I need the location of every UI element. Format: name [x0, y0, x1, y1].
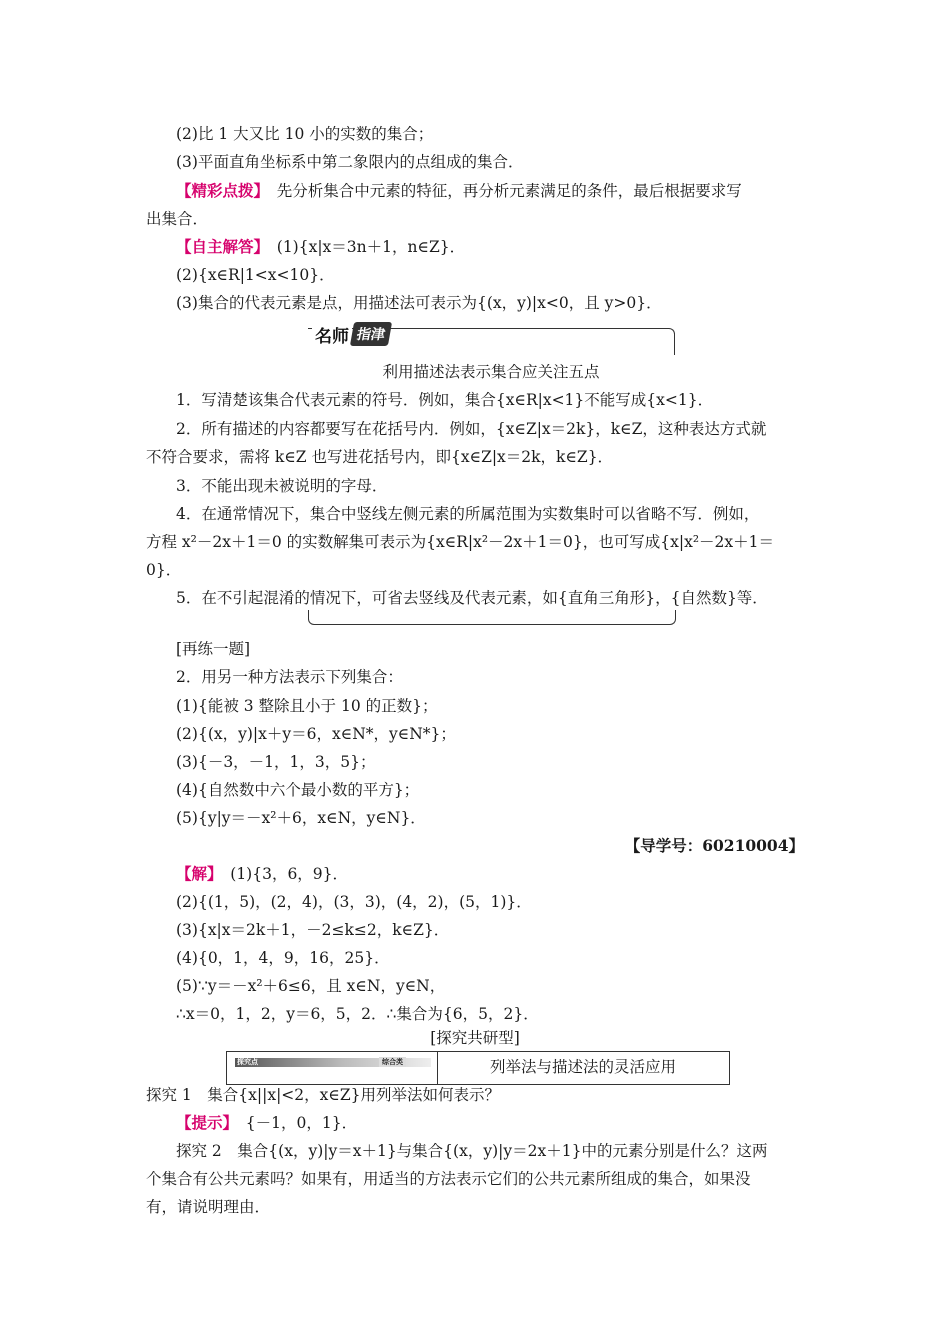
explore-question: 有，请说明理由． [146, 1198, 271, 1216]
practice-item: (2){(x，y)|x＋y＝6，x∈N*，y∈N*}； [176, 725, 456, 743]
banner-title: 列举法与描述法的灵活应用 [489, 1058, 676, 1076]
tip-line: 4．在通常情况下，集合中竖线左侧元素的所属范围为实数集时可以省略不写．例如， [176, 505, 760, 523]
explore-question: 探究 2 集合{(x，y)|y＝x＋1}与集合{(x，y)|y＝2x＋1}中的元素分别是什么？这两 [176, 1142, 768, 1160]
banner-tag-type: 综合类 [379, 1057, 406, 1067]
solution-line [176, 864, 348, 884]
tip-line: 5．在不引起混淆的情况下，可省去竖线及代表元素，如{直角三角形}，{自然数}等． [176, 589, 768, 607]
section-title: [探究共研型] [430, 1029, 520, 1047]
practice-item: (4){自然数中六个最小数的平方}； [176, 781, 420, 799]
practice-item: (1){能被 3 整除且小于 10 的正数}； [176, 697, 438, 715]
zizhu-tag: 【自主解答】 [176, 237, 262, 256]
guide-number: 【导学号：60210004】 [624, 836, 804, 855]
practice-question: 2．用另一种方法表示下列集合： [176, 668, 403, 686]
jingcai-tag: 【精彩点拨】 [176, 181, 262, 200]
text-line: (2)比 1 大又比 10 小的实数的集合； [176, 125, 434, 143]
text-line: (3)平面直角坐标系中第二象限内的点组成的集合． [176, 153, 524, 171]
explore-question: 个集合有公共元素吗？如果有，用适当的方法表示它们的公共元素所组成的集合，如果没 [146, 1170, 751, 1188]
solution-tag: 【解】 [176, 864, 215, 883]
tip-line [176, 1113, 357, 1133]
tip-line: 0}． [146, 561, 182, 579]
hint-text: {－1，0，1}． [230, 1114, 358, 1132]
tip-line: 不符合要求，需将 k∈Z 也写进花括号内，即{x∈Z|x＝2k，k∈Z}． [146, 448, 614, 466]
zizhu-text: (1){x|x＝3n＋1，n∈Z}． [261, 238, 466, 256]
hint-tag: 【提示】 [176, 1113, 231, 1132]
solution-line: (4){0，1，4，9，16，25}． [176, 949, 390, 967]
banner-left [227, 1052, 438, 1084]
practice-item: (5){y|y＝－x²＋6，x∈N，y∈N}． [176, 809, 426, 827]
solution-line: (2){(1，5)，(2，4)，(3，3)，(4，2)，(5，1)}． [176, 893, 532, 911]
text-line: (3)集合的代表元素是点，用描述法可表示为{(x，y)|x<0，且 y>0}． [176, 294, 662, 312]
tip-line: 3．不能出现未被说明的字母． [176, 477, 388, 495]
tip-box-bottom-border [308, 610, 676, 625]
banner-tag-explore: 探究点 [237, 1058, 258, 1066]
zizhu-line [176, 237, 465, 257]
practice-item: (3){－3，－1，1，3，5}； [176, 753, 376, 771]
practice-heading: [再练一题] [176, 640, 251, 658]
text-line: 出集合． [146, 210, 209, 228]
tip-badge-label: 名师 [312, 322, 352, 347]
tip-line: 1．写清楚该集合代表元素的符号．例如，集合{x∈R|x<1}不能写成{x<1}． [176, 391, 714, 409]
tip-badge [312, 322, 390, 346]
text-line: (2){x∈R|1<x<10}． [176, 266, 335, 284]
tip-line: 2．所有描述的内容都要写在花括号内．例如，{x∈Z|x＝2k}，k∈Z，这种表达方式就 [176, 420, 767, 438]
solution-line: ∴x＝0，1，2，y＝6，5，2．∴集合为{6，5，2}． [176, 1005, 539, 1023]
tip-box-title: 利用描述法表示集合应关注五点 [382, 363, 600, 381]
explore-question: 探究 1 集合{x||x|<2，x∈Z}用列举法如何表示？ [146, 1086, 500, 1104]
solution-line: (3){x|x＝2k＋1，－2≤k≤2，k∈Z}． [176, 921, 450, 939]
tip-line: 方程 x²－2x＋1＝0 的实数解集可表示为{x∈R|x²－2x＋1＝0}，也可写成{x|x²－2x＋1＝ [146, 533, 774, 551]
explore-banner [226, 1051, 730, 1085]
jingcai-line [176, 181, 742, 201]
tip-badge-highlight: 指津 [350, 322, 392, 346]
solution-first: (1){3，6，9}． [214, 865, 349, 883]
solution-line: (5)∵y＝－x²＋6≤6，且 x∈N，y∈N， [176, 977, 446, 995]
jingcai-text: 先分析集合中元素的特征，再分析元素满足的条件，最后根据要求写 [261, 182, 742, 200]
